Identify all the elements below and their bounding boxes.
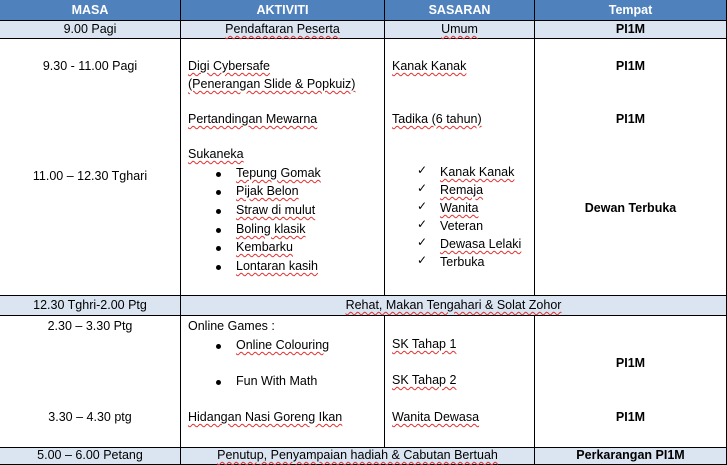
check-icon: ✓ [417,235,428,249]
row1-tempat: PI1M [535,21,727,39]
row2-masa-a: 9.30 - 11.00 Pagi [42,59,138,73]
online-game-item: Online Colouring [236,338,330,352]
check-icon: ✓ [417,217,428,231]
header-tempat: Tempat [535,0,727,21]
sasaran-item: Terbuka [440,255,485,269]
header-sasaran: SASARAN [385,0,535,21]
header-masa: MASA [0,0,181,21]
check-icon: ✓ [417,253,428,267]
row3-masa: 12.30 Tghri-2.00 Ptg [0,296,181,316]
row2-tempat: PI1M PI1M Dewan Terbuka [535,39,727,296]
row3-aktiviti: Rehat, Makan Tengahari & Solat Zohor [181,296,727,316]
sukaneka-item: Straw di mulut [236,203,316,217]
row4-sasaran: SK Tahap 1 SK Tahap 2 Wanita Dewasa [385,316,535,448]
row1-masa: 9.00 Pagi [0,21,181,39]
sukaneka-item: Tepung Gomak [236,166,321,180]
row1-aktiviti: Pendaftaran Peserta [181,21,385,39]
row4-masa: 2.30 – 3.30 Ptg 3.30 – 4.30 ptg [0,316,181,448]
check-icon: ✓ [417,163,428,177]
row2-aktiviti: Digi Cybersafe (Penerangan Slide & Popkuiz) Pertandingan Mewarna Sukaneka Tepung Gomak Pijak Belon Straw di mulut Boling klasik Kembarku Lontaran kasih [181,39,385,296]
row2-masa-b: 11.00 – 12.30 Tghari [32,169,148,183]
sukaneka-item: Pijak Belon [236,184,299,198]
row5-tempat: Perkarangan PI1M [535,448,727,465]
row4-aktiviti: Online Games : Online Colouring Fun With Math Hidangan Nasi Goreng Ikan [181,316,385,448]
sukaneka-item: Lontaran kasih [236,259,319,273]
row1-sasaran: Umum [385,21,535,39]
header-aktiviti: AKTIVITI [181,0,385,21]
sasaran-item: Dewasa Lelaki [440,237,522,251]
sukaneka-item: Boling klasik [236,222,306,236]
sasaran-item: Veteran [440,219,484,233]
sukaneka-item: Kembarku [236,240,293,254]
sasaran-item: Kanak Kanak [440,165,515,179]
row2-sasaran: Kanak Kanak Tadika (6 tahun) ✓ Kanak Kanak ✓ Remaja ✓ Wanita ✓ Veteran ✓ Dewasa Lelaki ✓ Terbuka [385,39,535,296]
row2-masa [0,39,181,296]
check-icon: ✓ [417,181,428,195]
sasaran-item: Remaja [440,183,484,197]
online-game-item: Fun With Math [236,374,318,388]
row5-masa: 5.00 – 6.00 Petang [0,448,181,465]
row5-aktiviti: Penutup, Penyampaian hadiah & Cabutan Bertuah [181,448,535,465]
sasaran-item: Wanita [440,201,479,215]
row4-tempat: PI1M PI1M [535,316,727,448]
check-icon: ✓ [417,199,428,213]
